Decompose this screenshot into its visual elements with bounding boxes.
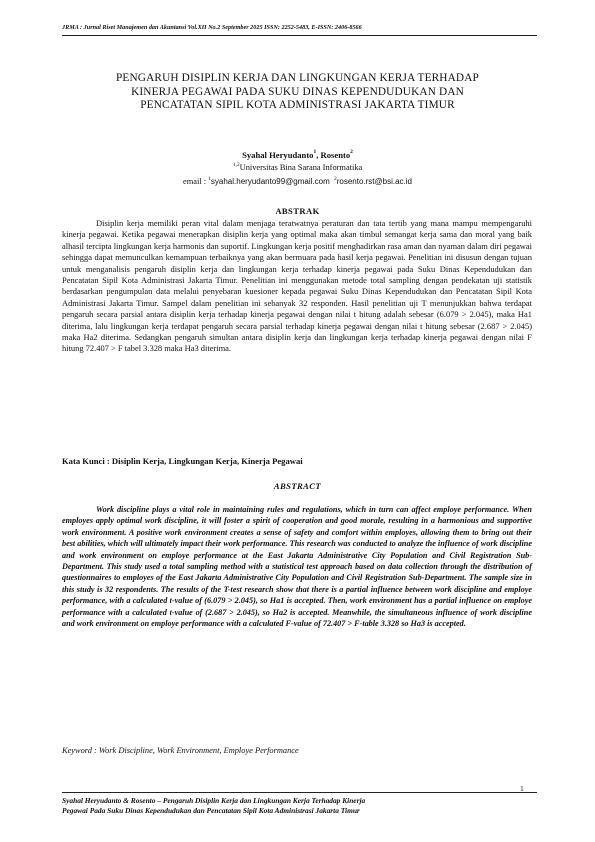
author-name-1: Syahal Heryudanto [242,150,314,160]
abstract-paragraph: Work discipline plays a vital role in maintaining rules and regulations, which in turn can affect employe performance. When employes apply optimal work discipline, it will foster a spirit of cooperation and good morale, resulting in a harmonious and supportive work environment. A positive work environment creates a sense of safety and comfort within employes, allowing them to bring out their best abilities, which will ultimately impact their work performance. This research was conducted to analyze the influence of work discipline and work environment on employe performance at the East Jakarta Administrative City Population and Civil Registration Sub-Department. This study used a total sampling method with a statistical test approach based on data collection through the distribution of questionnaires to employes of the East Jakarta Administrative City Population and Civil Registration Sub-Department. The sample size in this study is 32 respondents. The results of the T-test research show that there is a partial influence between work discipline and employe performance, with a calculated t-value of (6.079 > 2.045), so Ha1 is accepted. Then, work environment has a partial influence on employe performance with a calculated t-value of (2.687 > 2.045), so Ha2 is accepted. Meanwhile, the simultaneous influence of work discipline and work environment on employe performance with a calculated F-value of 72.407 > F-table 3.328 so Ha3 is accepted. [62,505,532,629]
affiliation [60,163,535,172]
footer-rule [62,792,537,793]
title-line-2: KINERJA PEGAWAI PADA SUKU DINAS KEPENDUDUKAN DAN [131,85,464,98]
title-line-1: PENGARUH DISIPLIN KERJA DAN LINGKUNGAN KERJA TERHADAP [116,72,479,84]
email-line [60,177,535,186]
title-line-3: PENCATATAN SIPIL KOTA ADMINISTRASI JAKARTA TIMUR [140,99,455,111]
author-separator: , [316,150,321,160]
footer-line-2: Pegawai Pada Suku Dinas Kependudukan dan Pencatatan Sipil Kota Administrasi Jakarta Timur [62,806,360,815]
keyword-line: Keyword : Work Discipline, Work Environment, Employe Performance [62,746,299,755]
paper-title [50,72,545,113]
email-prefix: email : [183,177,209,186]
email-sup-1: 1 [208,176,211,182]
running-header: JRMA : Jurnal Riset Manajemen dan Akuntansi Vol.XII No.2 September 2025 ISSN: 2252-5483, E-ISSN: 2406-8566 [62,24,362,31]
author-sup-1: 1 [313,149,317,155]
abstract-body [62,504,532,629]
page-number: 1 [520,784,524,793]
author-name-2: Rosento [320,150,351,160]
abstrak-body [62,218,532,355]
footer-line-1: Syahal Heryudanto & Rosento – Pengaruh Disiplin Kerja dan Lingkungan Kerja Terhadap Kinerja [62,796,366,805]
footer-citation [62,796,532,816]
kata-kunci: Kata Kunci : Disiplin Kerja, Lingkungan Kerja, Kinerja Pegawai [62,456,303,466]
header-rule [62,35,537,36]
affiliation-sup: 1,2 [232,162,240,168]
email-address-1[interactable]: syahal.heryudanto99@gmail.com [210,177,330,186]
author-sup-2: 2 [350,149,353,155]
abstract-heading: ABSTRACT [273,481,322,491]
affiliation-text: Universitas Bina Sarana Informatika [239,163,363,172]
abstrak-heading: ABSTRAK [275,206,320,216]
email-sup-2: 2 [333,176,337,182]
email-address-2[interactable]: rosento.rst@bsi.ac.id [336,177,412,186]
author-list [60,150,535,160]
abstrak-paragraph: Disiplin kerja memiliki peran vital dalam menjaga teratwatnya peraturan dan tata tertib yang mana mampu mempengaruhi kinerja pegawai. Ketika pegawai menerapkan disiplin kerja yang optimal maka akan timbul semangat kerja sama dan moral yang baik alhasil tercipta lingkungan kerja harmonis dan suportif. Lingkungan kerja positif menghadirkan rasa aman dan nyaman dalam diri pegawai sehingga dapat memunculkan kemampuan terbaiknya yang akan bermuara pada hasil kerja pegawai. Penelitian ini disusun dengan tujuan untuk menganalisis pengaruh disiplin kerja dan lingkungan kerja terhadap kinerja pegawai pada Suku Dinas Kependudukan dan Pencatatan Sipil Kota Administrasi Jakarta Timur. Penelitian ini menggunakan metode total sampling dengan pendekatan uji statistik berdasarkan pengumpulan data melalui penyebaran kuesioner kepada pegawai Suku Dinas Kependudukan dan Pencatatan Sipil Kota Administrasi Jakarta Timur. Sampel dalam penelitian ini sebanyak 32 responden. Hasil penelitian uji T menunjukkan bahwa terdapat pengaruh secara parsial antara disiplin kerja terhadap kinerja pegawai dengan nilai t hitung adalah sebesar (6.079 > 2.045), maka Ha1 diterima, lalu lingkungan kerja terdapat pengaruh secara parsial terhadap kinerja pegawai dengan nilai t hitung sebesar (2.687 > 2.045) maka Ha2 diterima. Sedangkan pengaruh simultan antara disiplin kerja dan lingkungan kerja terhadap kinerja pegawai dengan nilai F hitung 72.407 > F tabel 3.328 maka Ha3 diterima. [62,218,532,354]
